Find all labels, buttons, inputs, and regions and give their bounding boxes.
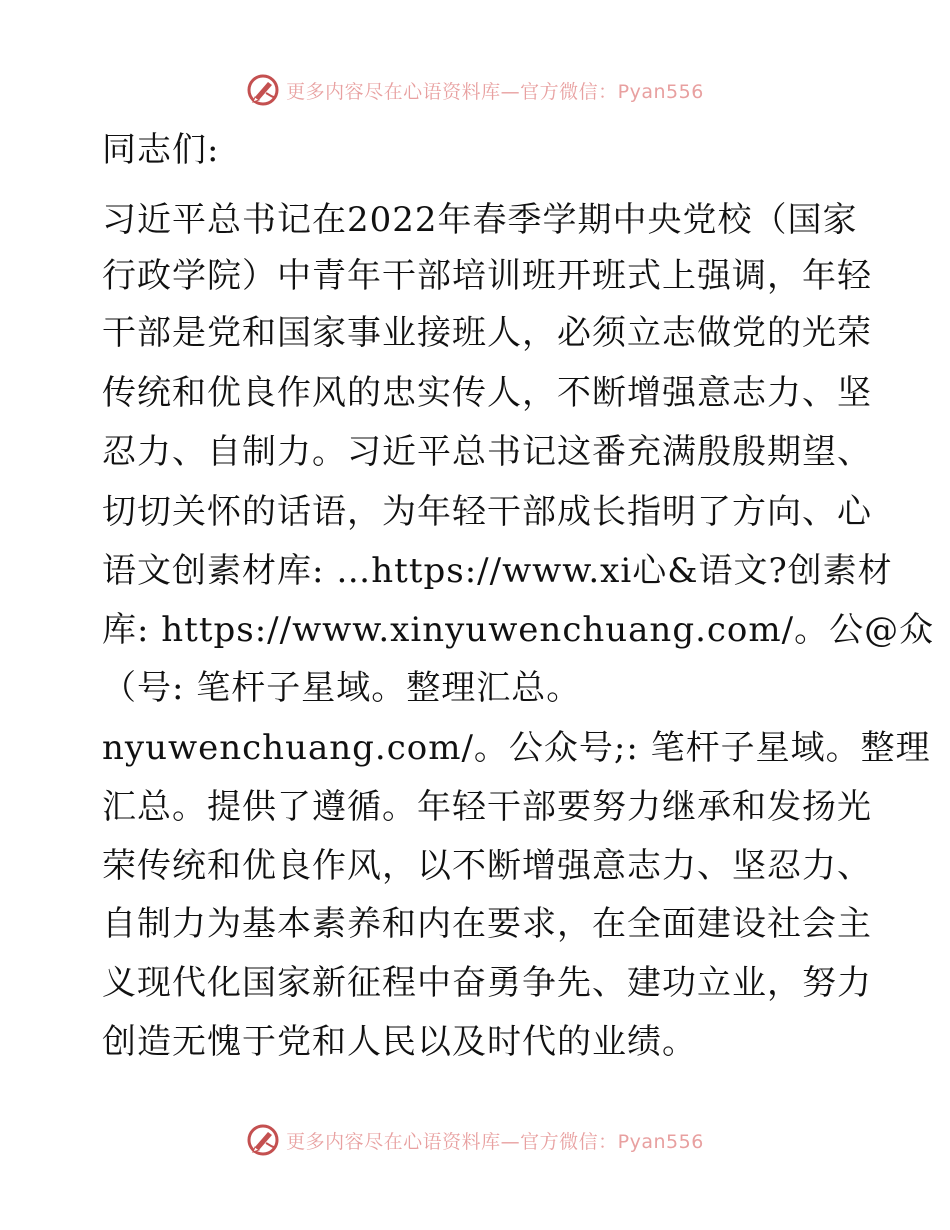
paragraph-line: 语文创素材库: …https://www.xi心&语文?创素材 — [102, 551, 893, 591]
watermark-text: 更多内容尽在心语资料库—官方微信：Pyan556 — [286, 1130, 704, 1153]
paragraph-line: 义现代化国家新征程中奋勇争先、建功立业，努力 — [102, 963, 872, 1003]
paragraph-line: 荣传统和优良作风，以不断增强意志力、坚忍力、 — [102, 846, 872, 886]
watermark-text: 更多内容尽在心语资料库—官方微信：Pyan556 — [286, 80, 704, 103]
paragraph-line: 切切关怀的话语，为年轻干部成长指明了方向、心 — [102, 492, 872, 532]
footer-watermark — [0, 1120, 950, 1160]
paragraph-line: 忍力、自制力。习近平总书记这番充满殷殷期望、 — [102, 432, 872, 472]
paragraph-line: 行政学院）中青年干部培训班开班式上强调，年轻 — [102, 256, 872, 296]
paragraph-line: 库: https://www.xinyuwenchuang.com/。公@众 — [102, 610, 935, 650]
paragraph-line: （号: 笔杆子星域。整理汇总。 — [102, 668, 582, 708]
paragraph-line: 干部是党和国家事业接班人，必须立志做党的光荣 — [102, 313, 872, 353]
paragraph-line: 传统和优良作风的忠实传人，不断增强意志力、坚 — [102, 373, 872, 413]
header-watermark — [0, 70, 950, 110]
paragraph-line: 自制力为基本素养和内在要求，在全面建设社会主 — [102, 904, 872, 944]
paragraph-line: 创造无愧于党和人民以及时代的业绩。 — [102, 1022, 697, 1062]
pen-circle-logo-icon — [246, 1123, 280, 1157]
paragraph-line: nyuwenchuang.com/。公众号;: 笔杆子星域。整理 — [102, 728, 931, 768]
salutation-line: 同志们: — [102, 130, 220, 170]
paragraph-line: 习近平总书记在2022年春季学期中央党校（国家 — [102, 200, 858, 240]
pen-circle-logo-icon — [246, 73, 280, 107]
paragraph-line: 汇总。提供了遵循。年轻干部要努力继承和发扬光 — [102, 787, 872, 827]
